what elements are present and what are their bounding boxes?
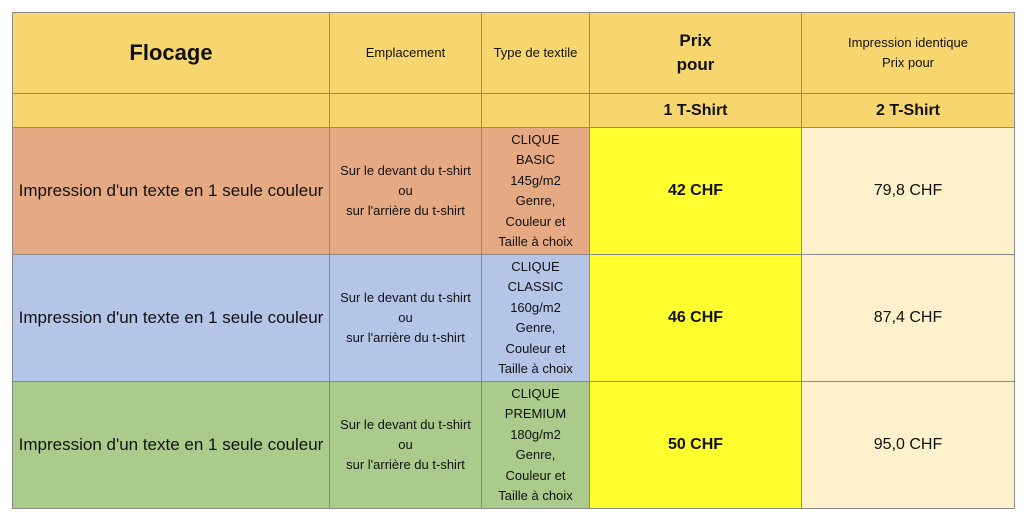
- textile-line: 180g/m2: [510, 426, 561, 442]
- emplacement-line: Sur le devant du t-shirt: [340, 417, 471, 432]
- price-2-tshirt: 79,8 CHF: [802, 128, 1015, 255]
- price-1-tshirt: 50 CHF: [590, 382, 802, 509]
- emplacement-line: ou: [398, 310, 413, 325]
- header-prix-line2: pour: [676, 55, 715, 74]
- row-description: Impression d'un texte en 1 seule couleur: [13, 255, 330, 382]
- header-impression-line2: Prix pour: [881, 55, 935, 70]
- price-2-tshirt: 87,4 CHF: [802, 255, 1015, 382]
- row-textile: [482, 382, 590, 509]
- subheader-empty: [482, 94, 590, 128]
- textile-line: Genre,: [515, 193, 556, 208]
- textile-line: Couleur et: [505, 340, 566, 356]
- textile-line: 145g/m2: [510, 172, 561, 188]
- header-impression: [802, 13, 1015, 94]
- price-2-tshirt: 95,0 CHF: [802, 382, 1015, 509]
- textile-line: 160g/m2: [510, 299, 561, 315]
- table-row: [13, 382, 1015, 509]
- emplacement-line: sur l'arrière du t-shirt: [346, 330, 465, 345]
- emplacement-line: ou: [398, 437, 413, 452]
- textile-line: CLASSIC: [507, 279, 564, 294]
- header-impression-line1: Impression identique: [848, 35, 968, 50]
- row-description: Impression d'un texte en 1 seule couleur: [13, 128, 330, 255]
- table-row: [13, 128, 1015, 255]
- textile-line: CLIQUE: [511, 258, 560, 274]
- textile-line: Taille à choix: [498, 234, 573, 249]
- textile-line: BASIC: [515, 152, 555, 167]
- textile-line: CLIQUE: [511, 131, 560, 147]
- row-textile: [482, 255, 590, 382]
- row-textile: [482, 128, 590, 255]
- table-row: [13, 255, 1015, 382]
- subheader-empty: [330, 94, 482, 128]
- subheader-row: [13, 94, 1015, 128]
- textile-line: CLIQUE: [511, 385, 560, 401]
- header-prix-line1: Prix: [679, 31, 712, 50]
- row-emplacement: [330, 128, 482, 255]
- price-1-tshirt: 42 CHF: [590, 128, 802, 255]
- emplacement-line: sur l'arrière du t-shirt: [346, 457, 465, 472]
- textile-line: Taille à choix: [498, 488, 573, 503]
- textile-line: Taille à choix: [498, 361, 573, 376]
- row-description: Impression d'un texte en 1 seule couleur: [13, 382, 330, 509]
- table-title: Flocage: [13, 13, 330, 94]
- header-emplacement: Emplacement: [330, 13, 482, 94]
- row-emplacement: [330, 255, 482, 382]
- textile-line: Genre,: [515, 447, 556, 462]
- emplacement-line: sur l'arrière du t-shirt: [346, 203, 465, 218]
- header-prix: [590, 13, 802, 94]
- price-table: [12, 12, 1015, 509]
- header-qty-1: 1 T-Shirt: [590, 94, 802, 128]
- header-row: [13, 13, 1015, 94]
- price-1-tshirt: 46 CHF: [590, 255, 802, 382]
- emplacement-line: Sur le devant du t-shirt: [340, 163, 471, 178]
- row-emplacement: [330, 382, 482, 509]
- header-type-textile: Type de textile: [482, 13, 590, 94]
- textile-line: PREMIUM: [504, 406, 567, 421]
- emplacement-line: ou: [398, 183, 413, 198]
- textile-line: Couleur et: [505, 213, 566, 229]
- emplacement-line: Sur le devant du t-shirt: [340, 290, 471, 305]
- textile-line: Couleur et: [505, 467, 566, 483]
- textile-line: Genre,: [515, 320, 556, 335]
- subheader-empty: [13, 94, 330, 128]
- header-qty-2: 2 T-Shirt: [802, 94, 1015, 128]
